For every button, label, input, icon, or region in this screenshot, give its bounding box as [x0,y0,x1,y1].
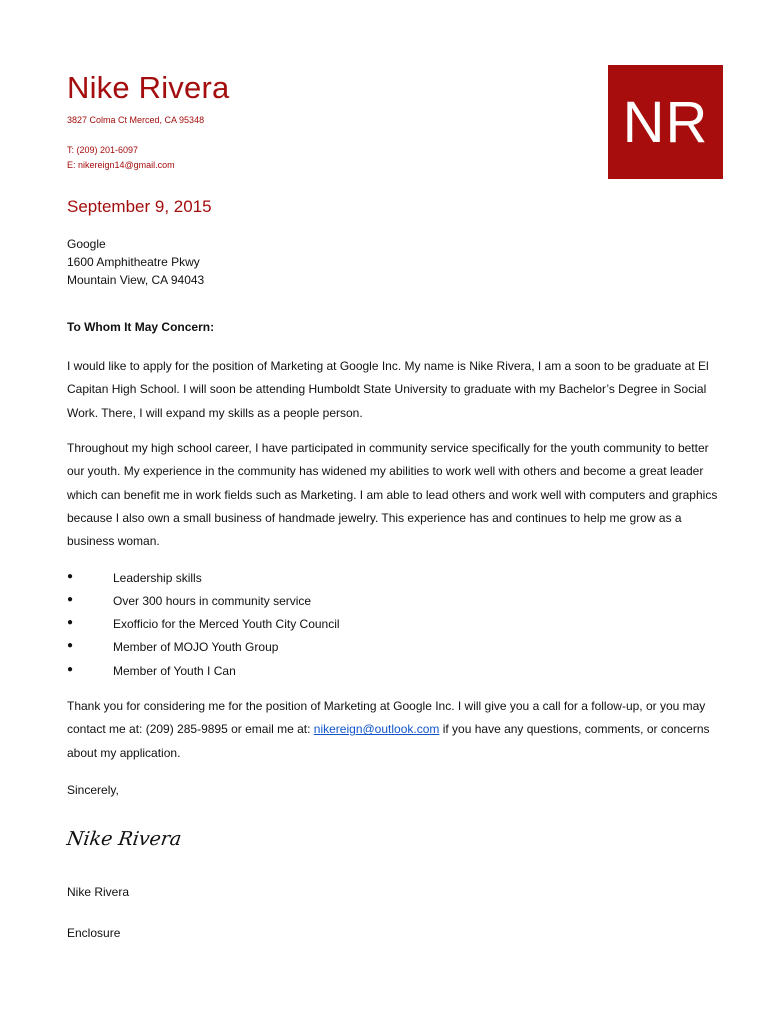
list-item-text: Leadership skills [113,571,202,585]
sender-address: 3827 Colma Ct Merced, CA 95348 [67,115,205,125]
list-item-text: Exofficio for the Merced Youth City Council [113,617,340,631]
enclosure-note: Enclosure [67,926,121,940]
printed-name: Nike Rivera [67,885,130,899]
recipient-street: 1600 Amphitheatre Pkwy [67,255,200,269]
list-item-text: Member of MOJO Youth Group [113,640,279,654]
sender-name: Nike Rivera [67,70,230,105]
body-paragraph-experience: Throughout my high school career, I have participated in community service specifically for the youth community to better our youth. My experience in the community has widened my abilities to work well with others and become a great leader which can benefit me in work fields such as Marketing. I am able to lead others and work well with computers and graphics because I also own a small business of handmade jewelry. This experience has and continues to help me grow as a business woman. [67,441,718,549]
bullet-icon: ● [67,571,74,582]
bullet-icon: ● [67,664,74,675]
closing-text-end: if you have any questions, comments, or concerns about my application. [67,722,710,760]
letter-date: September 9, 2015 [67,197,212,216]
monogram-logo: NR [608,65,723,179]
recipient-city: Mountain View, CA 94043 [67,273,205,287]
salutation: To Whom It May Concern: [67,320,215,334]
list-item-text: Over 300 hours in community service [113,594,312,608]
bullet-icon: ● [67,617,74,628]
list-item-text: Member of Youth I Can [113,664,236,678]
sender-email: E: nikereign14@gmail.com [67,160,175,170]
valediction: Sincerely, [67,783,119,797]
handwritten-signature: Nike Rivera [65,828,183,850]
email-link[interactable]: nikereign@outlook.com [313,722,440,737]
bullet-icon: ● [67,594,74,605]
recipient-company: Google [67,237,106,251]
body-paragraph-intro: I would like to apply for the position of Marketing at Google Inc. My name is Nike Rivera, I am a soon to be graduate at El Capitan High School. I will soon be attending Humboldt State University to graduate with my Bachelor’s Degree in Social Work. There, I will expand my skills as a people person. [67,359,709,420]
body-paragraph-closing [67,695,727,765]
sender-phone: T: (209) 201-6097 [67,145,139,155]
bullet-icon: ● [67,640,74,651]
closing-text-start: Thank you for considering me for the position of Marketing at Google Inc. I will give you a call for a follow-up, or you may contact me at: (209) 285-9895 or email me at: [67,699,706,737]
